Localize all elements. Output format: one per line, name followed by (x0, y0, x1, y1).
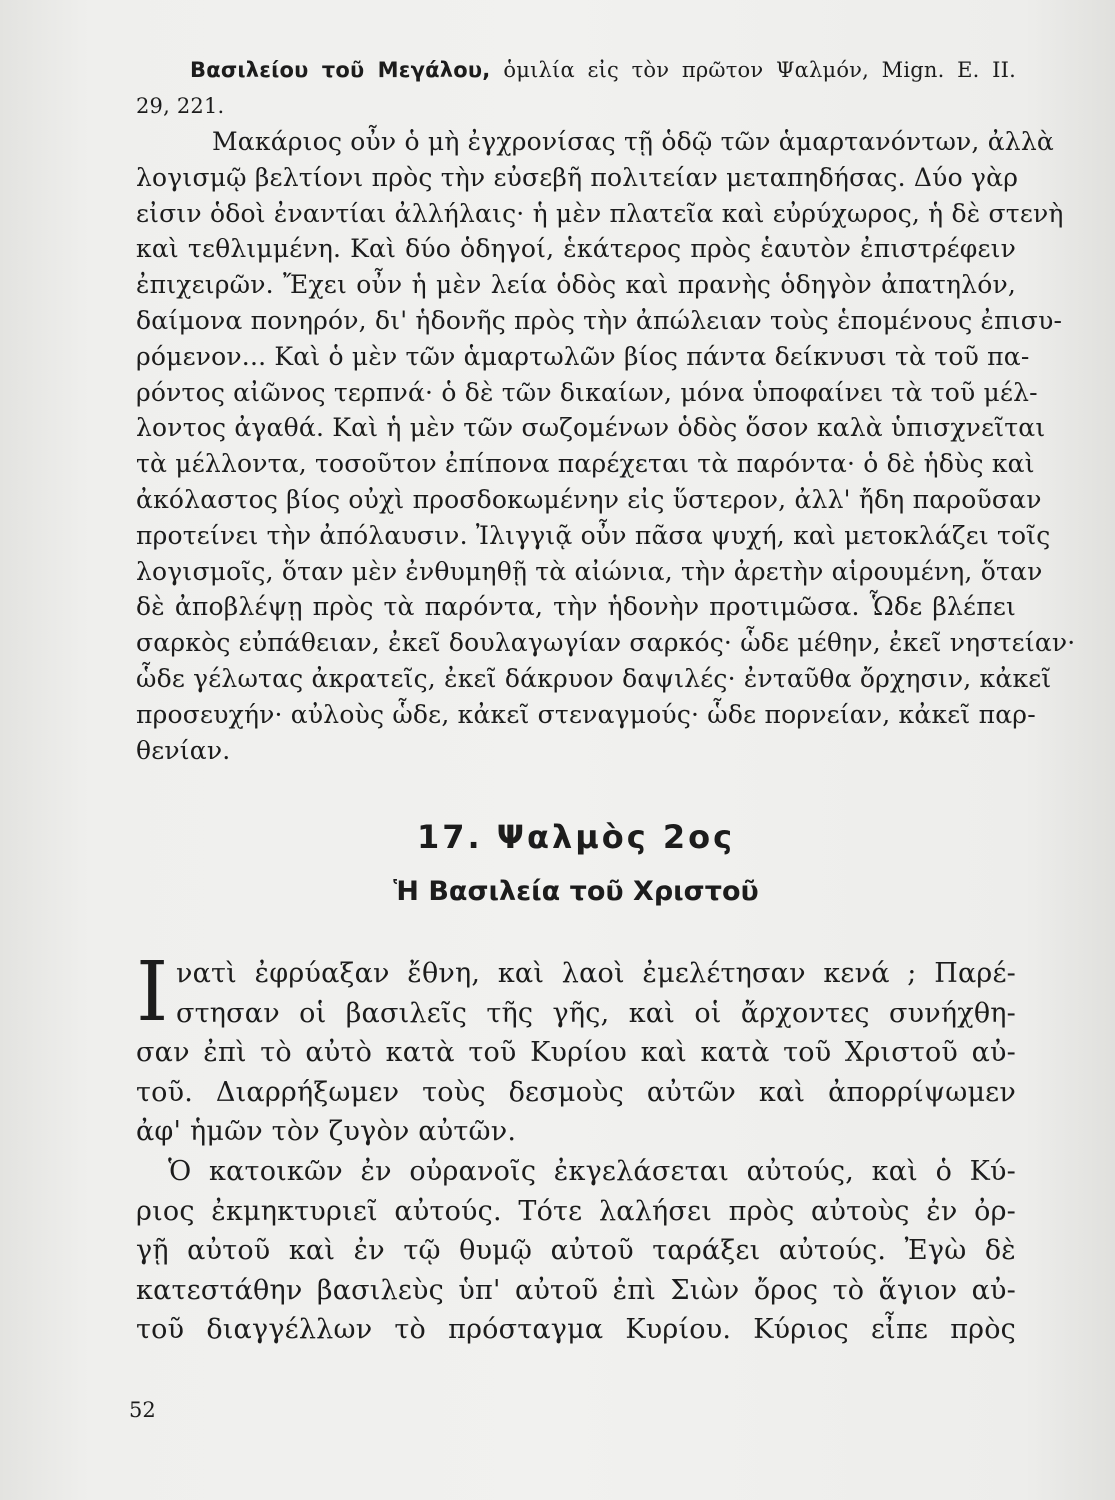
quote-line: λογισμοῖς, ὅταν μὲν ἐνθυμηθῇ τὰ αἰώνια, τὴν ἀρετὴν αἱρουμένη, ὅταν (136, 556, 1043, 586)
psalm-line: γῇ αὐτοῦ καὶ ἐν τῷ θυμῷ αὐτοῦ ταράξει αὐτούς. Ἐγὼ δὲ (136, 1235, 1016, 1267)
reference-source: ὁμιλία εἰς τὸν πρῶτον Ψαλμόν, Mign. Ε. ΙΙ. (503, 58, 1016, 82)
psalm-line: κατεστάθην βασιλεὺς ὑπ' αὐτοῦ ἐπὶ Σιὼν ὄρος τὸ ἅγιον αὐ- (136, 1274, 1016, 1306)
psalm-line: Ὁ κατοικῶν ἐν οὐρανοῖς ἐκγελάσεται αὐτούς, καὶ ὁ Κύ- (168, 1155, 1016, 1187)
psalm-text (136, 945, 1016, 1350)
psalm-line: ἀφ' ἡμῶν τὸν ζυγὸν αὐτῶν. (136, 1116, 517, 1148)
psalm-number-heading: 17. Ψαλμὸς 2ος (416, 818, 736, 856)
quote-line: θενίαν. (136, 735, 231, 765)
quote-line: ἀκόλαστος βίος οὐχὶ προσδοκωμένην εἰς ὕστερον, ἀλλ' ἤδη παροῦσαν (136, 484, 1042, 514)
quote-line: ρόντος αἰῶνος τερπνά· ὁ δὲ τῶν δικαίων, μόνα ὑποφαίνει τὰ τοῦ μέλ- (136, 377, 1038, 407)
quote-line: ρόμενον... Καὶ ὁ μὲν τῶν ἁμαρτωλῶν βίος πάντα δείκνυσι τὰ τοῦ πα- (136, 341, 1030, 371)
reference-line-1 (136, 52, 1016, 88)
quote-line: ὧδε γέλωτας ἀκρατεῖς, ἐκεῖ δάκρυον δαψιλές· ἐνταῦθα ὄρχησιν, κἀκεῖ (136, 663, 1052, 693)
quote-line: δαίμονα πονηρόν, δι' ἡδονῆς πρὸς τὴν ἀπώλειαν τοὺς ἑπομένους ἐπισυ- (136, 305, 1063, 335)
psalm-line: ριος ἐκμηκτυριεῖ αὐτούς. Τότε λαλήσει πρὸς αὐτοὺς ἐν ὀρ- (136, 1195, 1016, 1227)
quote-line: Μακάριος οὖν ὁ μὴ ἐγχρονίσας τῇ ὁδῷ τῶν ἁμαρτανόντων, ἀλλὰ (212, 127, 1054, 156)
reference-author: Βασιλείου τοῦ Μεγάλου, (190, 58, 491, 82)
psalm-line: στησαν οἱ βασιλεῖς τῆς γῆς, καὶ οἱ ἄρχοντες συνήχθη- (176, 997, 1016, 1029)
quote-line: καὶ τεθλιμμένη. Καὶ δύο ὁδηγοί, ἑκάτερος πρὸς ἑαυτὸν ἐπιστρέφειν (136, 234, 1016, 264)
page-number: 52 (129, 1398, 156, 1422)
quote-paragraph (136, 124, 1076, 768)
drop-cap: Ι (136, 945, 169, 1040)
psalm-title-heading: Ἡ Βασιλεία τοῦ Χριστοῦ (393, 876, 759, 907)
quote-line: ἐπιχειρῶν. Ἔχει οὖν ἡ μὲν λεία ὁδὸς καὶ πρανὴς ὁδηγὸν ἀπατηλόν, (136, 270, 1016, 300)
quote-line: προτείνει τὴν ἀπόλαυσιν. Ἰλιγγιᾷ οὖν πᾶσα ψυχή, καὶ μετοκλάζει τοῖς (136, 520, 1051, 550)
quote-line: λοντος ἀγαθά. Καὶ ἡ μὲν τῶν σωζομένων ὁδὸς ὅσον καλὰ ὑπισχνεῖται (136, 413, 1046, 443)
psalm-line: τοῦ. Διαρρήξωμεν τοὺς δεσμοὺς αὐτῶν καὶ ἀπορρίψωμεν (136, 1076, 1016, 1108)
reference-line-2: 29, 221. (136, 94, 225, 118)
quote-line: προσευχήν· αὐλοὺς ὧδε, κἀκεῖ στεναγμούς· ὧδε πορνείαν, κἀκεῖ παρ- (136, 699, 1036, 729)
psalm-line: τοῦ διαγγέλλων τὸ πρόσταγμα Κυρίου. Κύριος εἶπε πρὸς (136, 1314, 1016, 1346)
source-reference (136, 52, 1016, 124)
quote-line: λογισμῷ βελτίονι πρὸς τὴν εὐσεβῆ πολιτείαν μεταπηδήσας. Δύο γὰρ (136, 162, 1019, 192)
quote-line: δὲ ἀποβλέψῃ πρὸς τὰ παρόντα, τὴν ἡδονὴν προτιμῶσα. Ὧδε βλέπει (136, 592, 1016, 622)
psalm-line: σαν ἐπὶ τὸ αὐτὸ κατὰ τοῦ Κυρίου καὶ κατὰ τοῦ Χριστοῦ αὐ- (136, 1037, 1016, 1069)
quote-line: σαρκὸς εὐπάθειαν, ἐκεῖ δουλαγωγίαν σαρκός· ὧδε μέθην, ἐκεῖ νηστείαν· (136, 628, 1076, 658)
quote-line: τὰ μέλλοντα, τοσοῦτον ἐπίπονα παρέχεται τὰ παρόντα· ὁ δὲ ἡδὺς καὶ (136, 449, 1035, 479)
quote-line: εἰσιν ὁδοὶ ἐναντίαι ἀλλήλαις· ἡ μὲν πλατεῖα καὶ εὐρύχωρος, ἡ δὲ στενὴ (136, 198, 1064, 228)
psalm-line: νατὶ ἐφρύαξαν ἔθνη, καὶ λαοὶ ἐμελέτησαν κενά ; Παρέ- (176, 958, 1016, 989)
